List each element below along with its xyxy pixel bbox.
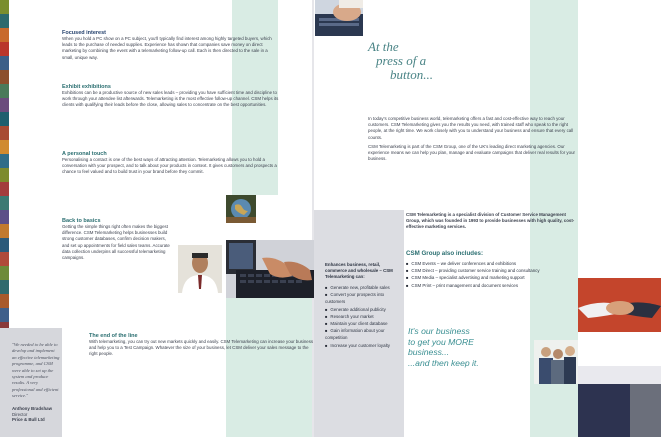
section-end-of-line	[89, 333, 315, 358]
globe-photo	[226, 195, 256, 223]
slogan	[408, 326, 479, 368]
businessman-photo	[178, 245, 222, 293]
strip-swatch	[0, 182, 9, 196]
sidebar-intro: Enhances business, retail, commerce and wholesale – CSM Telemarketing can:	[325, 262, 393, 279]
quote-company: Price & Bull Ltd	[12, 417, 45, 423]
strip-swatch	[0, 154, 9, 168]
group-section	[406, 250, 578, 289]
services-sidebar	[325, 262, 401, 349]
section-heading: Exhibit exhibitions	[62, 84, 111, 90]
section-focused-interest	[62, 30, 280, 61]
section-heading: Focused interest	[62, 30, 107, 36]
section-body: With telemarketing, you can try out new markets quickly and easily. CSM Telemarketing can increase your business and help you to a Test Campaign. Whatever the size of your business, let CSM deliver your sales message to the right people.	[89, 339, 314, 357]
tagline	[368, 40, 433, 82]
strip-swatch	[0, 56, 9, 70]
strip-swatch	[0, 280, 9, 294]
strip-swatch	[0, 126, 9, 140]
strip-swatch	[0, 168, 9, 182]
section-exhibit-exhibitions	[62, 84, 280, 109]
slogan-line: It's our business	[408, 326, 470, 336]
testimonial-quote: "We needed to be able to develop and implement an effective telemarketing programme, and CSM were able to set up the system and produce results. A very professional and efficient service."	[12, 342, 60, 399]
handshake-photo	[578, 278, 661, 332]
right-block-white-2	[578, 332, 661, 366]
section-heading: A personal touch	[62, 151, 107, 157]
intro-section	[368, 116, 576, 162]
strip-swatch	[0, 140, 9, 154]
strip-swatch	[0, 98, 9, 112]
list-item: ■ Research your market	[325, 313, 401, 320]
slogan-line: to get you MORE	[408, 336, 474, 347]
section-body: When you hold a PC show on a PC subject, you'll typically find interest among highly targeted buyers, which leads to the purchase of needed supplies. Experience has shown that companies save money on direct marketing by combining the event with a telemarketing follow-up call. Each is then directed to the sale in a small, unique way.	[62, 36, 272, 60]
strip-swatch	[0, 84, 9, 98]
group-list	[406, 260, 578, 289]
intro-body: In today's competitive business world, telemarketing offers a fast and cost-effective way to reach your customers. CSM Telemarketing gives you the results you need, with trained staff who speak to the right people, at the right time. We work closely with you to understand your business and ensure that every call counts.	[368, 116, 574, 140]
list-item: ■ CSM Media – specialist advertising and marketing support	[406, 274, 578, 281]
right-block-white	[578, 0, 661, 278]
section-body: Personalising a contact is one of the best ways of attracting attention. Telemarketing allows you to hold a conversation with your prospect, and to talk about your products in context. It gives customers and prospects a chance to feel valued and to build trust in your brand before they commit.	[62, 157, 277, 175]
tagline-line: press of a	[376, 53, 427, 68]
testimonial-attribution	[12, 406, 60, 423]
section-back-to-basics	[62, 218, 172, 261]
about-section	[406, 212, 576, 231]
strip-swatch	[0, 42, 9, 56]
strip-swatch	[0, 294, 9, 308]
right-block-navy	[578, 384, 630, 437]
typing-hands-photo	[226, 240, 314, 298]
strip-swatch	[0, 196, 9, 210]
strip-swatch	[0, 14, 9, 28]
list-item: ■ Maintain your client database	[325, 320, 401, 327]
slogan-line: ...and then keep it.	[408, 357, 479, 368]
strip-swatch	[0, 266, 9, 280]
list-item: ■ CSM Events – we deliver conferences and exhibitions	[406, 260, 578, 267]
section-heading: Back to basics	[62, 218, 101, 224]
tagline-line: At the	[368, 39, 399, 54]
strip-swatch	[0, 308, 9, 322]
list-item: ■ Convert your prospects into customers	[325, 291, 401, 305]
section-heading: The end of the line	[89, 333, 138, 339]
right-color-blocks	[578, 0, 661, 437]
strip-swatch	[0, 112, 9, 126]
section-personal-touch	[62, 151, 280, 176]
keyboard-hands-photo	[315, 0, 363, 36]
intro-body-2: CSM Telemarketing is part of the CSM Group, one of the UK's leading direct marketing agencies. Our experience means we can help you plan, manage and evaluate campaigns that deliver real results for your business.	[368, 143, 575, 162]
strip-swatch	[0, 224, 9, 238]
list-item: ■ CSM Direct – providing customer service training and consultancy	[406, 267, 578, 274]
quote-author: Anthony Bradshaw	[12, 406, 53, 411]
team-photo	[534, 340, 578, 384]
strip-swatch	[0, 70, 9, 84]
quote-role: Director	[12, 411, 28, 417]
strip-swatch	[0, 238, 9, 252]
section-body: Getting the simple things right often makes the biggest difference. CSM Telemarketing helps businesses build strong customer databases, confirm decision makers, and set up appointments for field sales teams. Accurate data collection underpins all successful telemarketing campaigns.	[62, 224, 170, 261]
right-block-gray	[630, 384, 661, 437]
list-item: ■ Increase your customer loyalty	[325, 342, 401, 349]
strip-swatch	[0, 28, 9, 42]
list-item: ■ CSM Print – print management and document services	[406, 282, 578, 289]
services-list	[325, 284, 401, 349]
list-item: ■ Generate additional publicity	[325, 306, 401, 313]
strip-swatch	[0, 252, 9, 266]
group-heading: CSM Group also includes:	[406, 250, 484, 257]
tagline-line: button...	[390, 67, 433, 82]
slogan-line: business...	[408, 347, 450, 357]
mint-panel-middle	[226, 290, 312, 437]
strip-swatch	[0, 0, 9, 14]
strip-swatch	[0, 210, 9, 224]
about-body: CSM Telemarketing is a specialist division of Customer Service Management Group, which was founded in 1993 to provide businesses with high quality, cost-effective marketing services.	[406, 212, 575, 230]
section-body: Exhibitions can be a productive source of new sales leads – providing you have sufficient time and discipline to work through your attendee list afterwards. Telemarketing is the most effective follow-up channel. CSM helps its clients with qualifying their leads before the close, allowing sales to concentrate on the best opportunities.	[62, 90, 279, 108]
list-item: ■ Gain information about your competition	[325, 327, 401, 341]
list-item: ■ Generate new, profitable sales	[325, 284, 401, 291]
